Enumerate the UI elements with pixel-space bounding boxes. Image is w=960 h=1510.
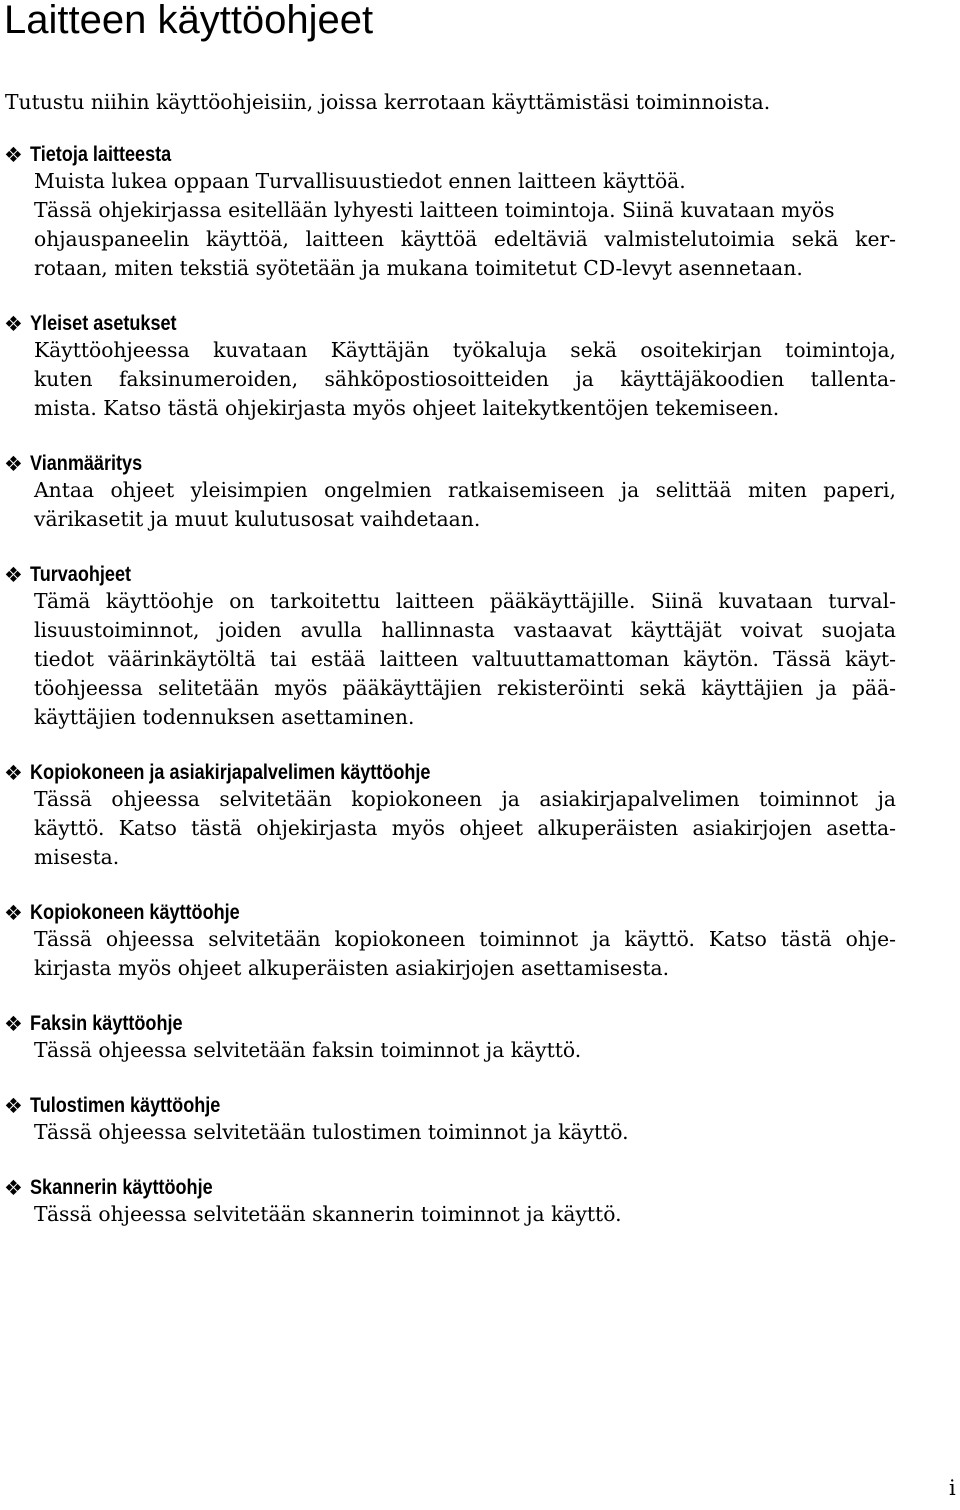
section-heading bbox=[4, 1009, 207, 1039]
body-line: värikasetit ja muut kulutusosat vaihdetaan. bbox=[34, 507, 481, 531]
body-line: lisuustoiminnot, joiden avulla hallinnasta vastaavat käyttäjät voivat suojata bbox=[34, 618, 896, 642]
section-heading bbox=[4, 140, 194, 170]
body-line: käyttäjien todennuksen asettaminen. bbox=[34, 705, 415, 729]
section-body bbox=[34, 167, 934, 283]
section-heading-label: Kopiokoneen ja asiakirjapalvelimen käyttöohje bbox=[30, 761, 431, 784]
body-line: tiedot väärinkäytöltä tai estää laitteen valtuuttamattoman käytön. Tässä käyt- bbox=[34, 647, 896, 671]
diamond-bullet-icon: ❖ bbox=[4, 1012, 23, 1036]
page-number: i bbox=[949, 1476, 956, 1500]
section-heading bbox=[4, 1091, 251, 1121]
section-heading-label: Turvaohjeet bbox=[30, 563, 132, 586]
section-heading-label: Kopiokoneen käyttöohje bbox=[30, 901, 240, 924]
body-line: Tässä ohjeessa selvitetään skannerin toiminnot ja käyttö. bbox=[34, 1202, 622, 1226]
section-heading-label: Yleiset asetukset bbox=[30, 312, 177, 335]
section-heading-label: Tulostimen käyttöohje bbox=[30, 1094, 221, 1117]
diamond-bullet-icon: ❖ bbox=[4, 1176, 23, 1200]
diamond-bullet-icon: ❖ bbox=[4, 312, 23, 336]
section-heading bbox=[4, 758, 496, 788]
section-body bbox=[34, 587, 934, 732]
section-body bbox=[34, 476, 934, 534]
body-line: Tämä käyttöohje on tarkoitettu laitteen pääkäyttäjille. Siinä kuvataan turval- bbox=[34, 589, 896, 613]
section-body bbox=[34, 925, 934, 983]
body-line: kirjasta myös ohjeet alkuperäisten asiakirjojen asettamisesta. bbox=[34, 956, 670, 980]
intro-paragraph: Tutustu niihin käyttöohjeisiin, joissa kerrotaan käyttämistäsi toiminnoista. bbox=[5, 90, 771, 114]
diamond-bullet-icon: ❖ bbox=[4, 143, 23, 167]
section-body bbox=[34, 785, 934, 872]
section-heading bbox=[4, 560, 147, 590]
body-line: Tässä ohjeessa selvitetään tulostimen toiminnot ja käyttö. bbox=[34, 1120, 629, 1144]
diamond-bullet-icon: ❖ bbox=[4, 563, 23, 587]
section-heading-label: Tietoja laitteesta bbox=[30, 143, 172, 166]
diamond-bullet-icon: ❖ bbox=[4, 452, 23, 476]
section-heading-label: Faksin käyttöohje bbox=[30, 1012, 183, 1035]
body-line: kuten faksinumeroiden, sähköpostiosoitteiden ja käyttäjäkoodien tallenta- bbox=[34, 367, 896, 391]
body-line: Käyttöohjeessa kuvataan Käyttäjän työkaluja sekä osoitekirjan toimintoja, bbox=[34, 338, 896, 362]
section-body bbox=[34, 1118, 934, 1147]
section-heading bbox=[4, 1173, 242, 1203]
section-body bbox=[34, 1200, 934, 1229]
section-heading-label: Vianmääritys bbox=[30, 452, 143, 475]
section-heading bbox=[4, 449, 160, 479]
body-line: Tässä ohjeessa selvitetään kopiokoneen toiminnot ja käyttö. Katso tästä ohje- bbox=[34, 927, 896, 951]
page-title: Laitteen käyttöohjeet bbox=[4, 0, 374, 42]
section-body bbox=[34, 336, 934, 423]
body-line: Muista lukea oppaan Turvallisuustiedot ennen laitteen käyttöä. bbox=[34, 169, 686, 193]
body-line: rotaan, miten tekstiä syötetään ja mukana toimitetut CD-levyt asennetaan. bbox=[34, 256, 803, 280]
body-line: Tässä ohjekirjassa esitellään lyhyesti laitteen toimintoja. Siinä kuvataan myös bbox=[34, 198, 835, 222]
diamond-bullet-icon: ❖ bbox=[4, 761, 23, 785]
body-line: mista. Katso tästä ohjekirjasta myös ohjeet laitekytkentöjen tekemiseen. bbox=[34, 396, 780, 420]
section-heading bbox=[4, 309, 200, 339]
body-line: Tässä ohjeessa selvitetään faksin toiminnot ja käyttö. bbox=[34, 1038, 582, 1062]
section-heading-label: Skannerin käyttöohje bbox=[30, 1176, 213, 1199]
body-line: Tässä ohjeessa selvitetään kopiokoneen ja asiakirjapalvelimen toiminnot ja bbox=[34, 787, 896, 811]
body-line: töohjeessa selitetään myös pääkäyttäjien rekisteröinti sekä käyttäjien ja pää- bbox=[34, 676, 896, 700]
body-line: käyttö. Katso tästä ohjekirjasta myös ohjeet alkuperäisten asiakirjojen asetta- bbox=[34, 816, 896, 840]
body-line: Antaa ohjeet yleisimpien ongelmien ratkaisemiseen ja selittää miten paperi, bbox=[34, 478, 896, 502]
diamond-bullet-icon: ❖ bbox=[4, 901, 23, 925]
diamond-bullet-icon: ❖ bbox=[4, 1094, 23, 1118]
section-heading bbox=[4, 898, 274, 928]
section-body bbox=[34, 1036, 934, 1065]
body-line: ohjauspaneelin käyttöä, laitteen käyttöä edeltäviä valmistelutoimia sekä ker- bbox=[34, 227, 896, 251]
body-line: misesta. bbox=[34, 845, 120, 869]
